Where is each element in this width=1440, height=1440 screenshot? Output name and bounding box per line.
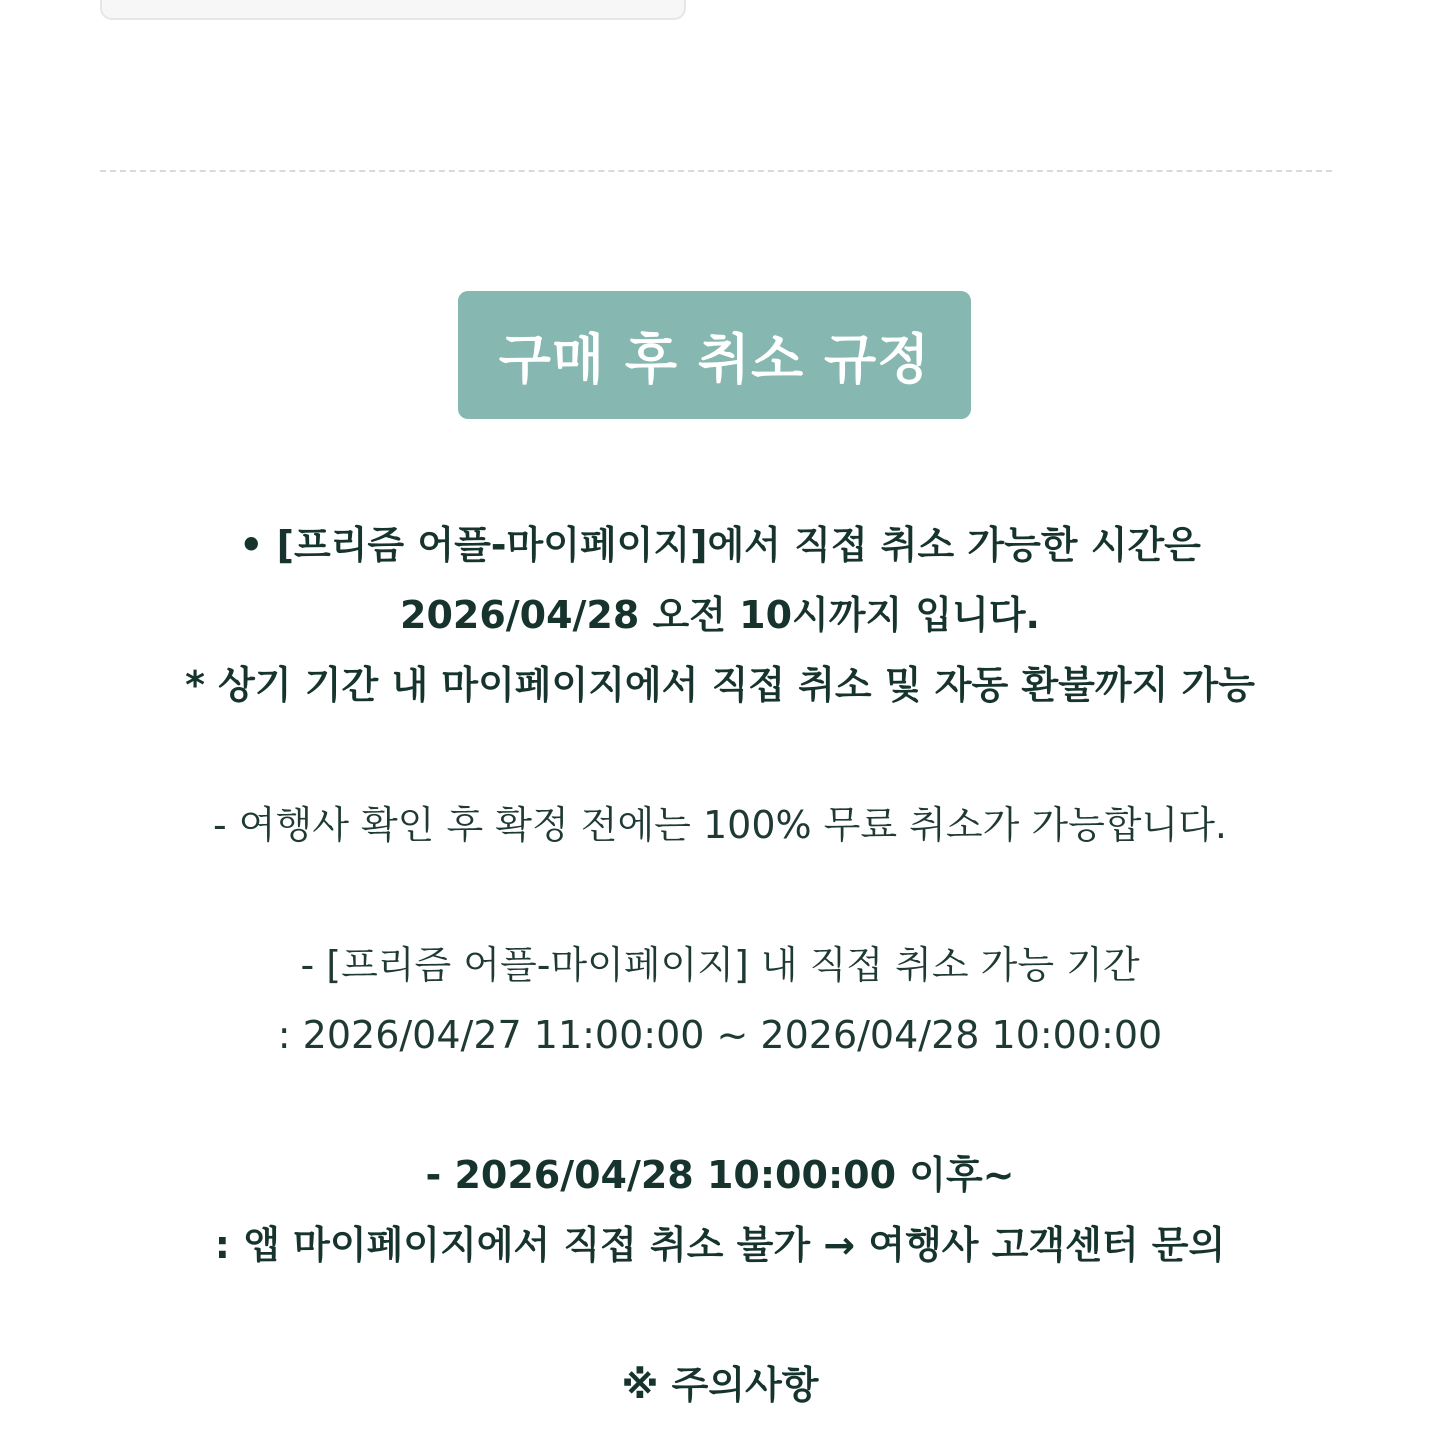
- previous-section-card: [100, 0, 686, 20]
- cancel-policy-title-badge: [458, 291, 971, 419]
- spacer: [0, 860, 1440, 930]
- policy-bullet-line-1: • [프리즘 어플-마이페이지]에서 직접 취소 가능한 시간은: [239, 523, 1201, 567]
- cancel-period-value: : 2026/04/27 11:00:00 ~ 2026/04/28 10:00:00: [277, 1013, 1163, 1057]
- cancel-policy-title: 구매 후 취소 규정: [498, 327, 931, 391]
- after-deadline-label: - 2026/04/28 10:00:00 이후~: [425, 1153, 1015, 1197]
- spacer: [0, 1280, 1440, 1350]
- spacer: [0, 720, 1440, 790]
- policy-bullet-line-2: 2026/04/28 오전 10시까지 입니다.: [400, 593, 1040, 637]
- section-divider: [100, 170, 1332, 172]
- free-cancel-text: - 여행사 확인 후 확정 전에는 100% 무료 취소가 가능합니다.: [212, 803, 1227, 847]
- after-deadline-value: : 앱 마이페이지에서 직접 취소 불가 → 여행사 고객센터 문의: [214, 1223, 1226, 1267]
- cancel-period-label: - [프리즘 어플-마이페이지] 내 직접 취소 가능 기간: [300, 943, 1140, 987]
- spacer: [0, 1070, 1440, 1140]
- policy-note: * 상기 기간 내 마이페이지에서 직접 취소 및 자동 환불까지 가능: [185, 663, 1255, 707]
- caution-title: ※ 주의사항: [621, 1363, 819, 1407]
- policy-content: [0, 510, 1440, 1420]
